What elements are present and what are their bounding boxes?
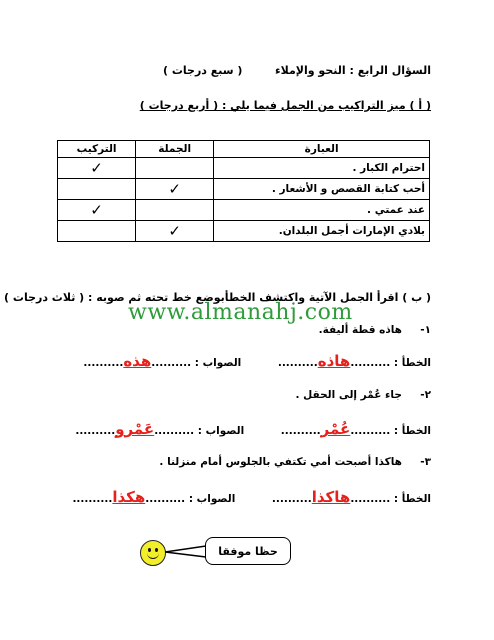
sentence-1 bbox=[319, 324, 431, 336]
error-word: عُمْر bbox=[320, 420, 351, 438]
dots: .......... bbox=[271, 493, 312, 505]
column-header-jumla: الجملة bbox=[136, 141, 214, 158]
dots: .......... bbox=[83, 357, 124, 369]
speech-bubble bbox=[205, 537, 291, 565]
table-row bbox=[58, 158, 430, 179]
column-header-tarkib: التركيب bbox=[58, 141, 136, 158]
jumla-check-mark bbox=[136, 158, 214, 179]
classification-table bbox=[57, 140, 430, 242]
dots: .......... bbox=[350, 357, 391, 369]
tarkib-check-mark bbox=[58, 179, 136, 200]
item-number: ٢- bbox=[420, 389, 431, 401]
column-header-phrase: العبارة bbox=[214, 141, 430, 158]
row-phrase: عند عمتي . bbox=[214, 200, 430, 221]
jumla-check-mark bbox=[136, 200, 214, 221]
sentence-text: هاكذا أصبحت أمي تكتفي بالجلوس أمام منزلنا . bbox=[159, 456, 402, 468]
dots: .......... bbox=[350, 493, 391, 505]
correct-word: هكذا bbox=[112, 488, 146, 506]
dots: .......... bbox=[350, 425, 391, 437]
error-label: الخطأ : bbox=[393, 357, 431, 369]
dots: .......... bbox=[280, 425, 321, 437]
error-word: هاكذا bbox=[311, 488, 351, 506]
error-line-3 bbox=[72, 488, 431, 506]
dots: .......... bbox=[72, 493, 113, 505]
row-phrase: بلادي الإمارات أجمل البلدان. bbox=[214, 221, 430, 242]
row-phrase: احترام الكبار . bbox=[214, 158, 430, 179]
correct-label: الصواب : bbox=[188, 493, 236, 505]
jumla-check-mark: ✓ bbox=[136, 179, 214, 200]
item-number: ٣- bbox=[420, 456, 431, 468]
error-line-1 bbox=[83, 352, 431, 370]
error-label: الخطأ : bbox=[393, 425, 431, 437]
dots: .......... bbox=[277, 357, 318, 369]
smiley-face-icon bbox=[140, 540, 166, 566]
correct-word: هذه bbox=[123, 352, 152, 370]
dots: .......... bbox=[154, 425, 195, 437]
dots: .......... bbox=[145, 493, 186, 505]
sentence-3 bbox=[159, 456, 431, 468]
tarkib-check-mark bbox=[58, 221, 136, 242]
error-label: الخطأ : bbox=[393, 493, 431, 505]
item-number: ١- bbox=[420, 324, 431, 336]
error-word: هاذه bbox=[317, 352, 351, 370]
table-row bbox=[58, 179, 430, 200]
correct-word: عَمْرو bbox=[115, 420, 155, 438]
dots: .......... bbox=[75, 425, 116, 437]
table-row bbox=[58, 221, 430, 242]
correct-label: الصواب : bbox=[194, 357, 242, 369]
sentence-2 bbox=[296, 389, 432, 401]
tarkib-check-mark: ✓ bbox=[58, 158, 136, 179]
part-a-title: ( أ ) ميز التراكيب من الجمل فيما يلي : ( أربع درجات ) bbox=[139, 99, 431, 112]
part-b-title: ( ب ) اقرأ الجمل الآتية واكتشف الخطأبوضع خط تحته ثم صوبه : ( ثلاث درجات ) bbox=[4, 291, 431, 304]
correct-label: الصواب : bbox=[197, 425, 245, 437]
watermark-text: www.almanahj.com bbox=[128, 300, 353, 325]
dots: .......... bbox=[151, 357, 192, 369]
jumla-check-mark: ✓ bbox=[136, 221, 214, 242]
sentence-text: هاذه قطة أليفة. bbox=[318, 324, 402, 336]
row-phrase: أحب كتابة القصص و الأشعار . bbox=[214, 179, 430, 200]
bubble-pointer bbox=[165, 545, 207, 559]
error-line-2 bbox=[75, 420, 431, 438]
question-title: السؤال الرابع : النحو والإملاء bbox=[275, 64, 431, 77]
tarkib-check-mark: ✓ bbox=[58, 200, 136, 221]
table-row bbox=[58, 200, 430, 221]
bubble-text: حظا موفقا bbox=[218, 544, 278, 558]
table-header-row bbox=[58, 141, 430, 158]
sentence-text: جاء عُمْر إلى الحقل . bbox=[295, 389, 402, 401]
question-marks: ( سبع درجات ) bbox=[163, 64, 243, 77]
